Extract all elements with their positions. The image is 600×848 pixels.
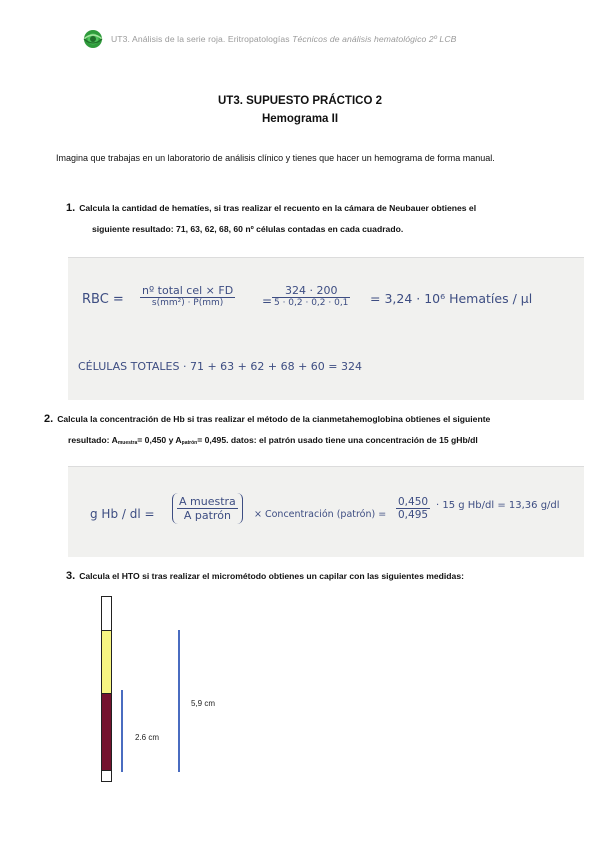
question-1-number: 1. xyxy=(66,202,76,214)
question-2-line1: Calcula la concentración de Hb si tras realizar el método de la cianmetahemoglobina obtienes el siguiente xyxy=(57,414,491,424)
hw2-frac2-num: 0,450 xyxy=(398,496,429,508)
question-1-line2: siguiente resultado: 71, 63, 62, 68, 60 nº células contadas en cada cuadrado. xyxy=(92,224,404,234)
hw1-frac2-num: 324 · 200 xyxy=(272,284,350,298)
hw1-lhs: RBC = xyxy=(82,292,124,307)
measure-line-long xyxy=(178,630,180,772)
question-3 xyxy=(66,566,546,587)
question-3-line1: Calcula el HTO si tras realizar el micrométodo obtienes un capilar con las siguientes medidas: xyxy=(79,571,464,581)
hw2-frac-num: A muestra xyxy=(179,495,236,508)
hw2-frac2-den: 0,495 xyxy=(398,509,429,521)
hw1-frac2-den: 5 · 0,2 · 0,2 · 0,1 xyxy=(274,298,349,308)
hw1-cells-line: CÉLULAS TOTALES · 71 + 63 + 62 + 68 + 60 = 324 xyxy=(78,360,362,373)
hw1-equals: = xyxy=(262,294,273,308)
hw1-fraction-2 xyxy=(272,284,350,308)
question-2-line2: resultado: $A_{muestra}= 0,450$ y $A_{patrón}= 0,495$. datos: el patrón usado tiene una concentración de 15 gHb/dl xyxy=(68,435,478,446)
plasma-layer xyxy=(102,630,111,694)
hw2-result: · 15 g Hb/dl = 13,36 g/dl xyxy=(436,500,560,511)
label-short-measure: 2.6 cm xyxy=(135,733,160,742)
intro-paragraph: Imagina que trabajas en un laboratorio de análisis clínico y tienes que hacer un hemograma de forma manual. xyxy=(56,153,495,163)
hw2-frac-den: A patrón xyxy=(183,509,231,522)
hw1-frac1-den: s(mm²) · P(mm) xyxy=(151,298,224,308)
hw2-lhs: g Hb / dl = xyxy=(90,507,155,521)
page-subtitle: Hemograma II xyxy=(261,113,339,125)
page-title: UT3. SUPUESTO PRÁCTICO 2 xyxy=(217,95,382,107)
hw2-fraction-2 xyxy=(396,496,430,521)
question-2-number: 2. xyxy=(44,413,54,425)
question-2 xyxy=(44,409,564,454)
hw1-frac1-num: nº total cel × FD xyxy=(142,284,234,297)
page-header xyxy=(82,28,456,50)
red-cell-layer xyxy=(102,694,111,771)
question-1-line1: Calcula la cantidad de hematíes, si tras realizar el recuento en la cámara de Neubauer obtienes el xyxy=(79,203,477,213)
question-1 xyxy=(66,198,546,240)
hw1-fraction-1 xyxy=(140,284,235,308)
header-text: UT3. Análisis de la serie roja. Eritropatologías xyxy=(111,34,293,44)
label-long-measure: 5,9 cm xyxy=(191,699,216,708)
measure-line-short xyxy=(121,690,123,772)
capillary-tube xyxy=(101,596,112,782)
handwritten-answer-1 xyxy=(68,257,584,400)
header-italic-text: Técnicos de análisis hematológico 2º LCB xyxy=(292,34,457,44)
handwritten-answer-2 xyxy=(68,466,584,557)
hw1-result: = 3,24 · 10⁶ Hematíes / µl xyxy=(370,291,533,306)
hw2-fraction-1 xyxy=(172,493,243,524)
hw2-mid: × Concentración (patrón) = xyxy=(254,509,387,520)
question-3-number: 3. xyxy=(66,570,76,582)
green-globe-logo-icon xyxy=(82,28,104,50)
